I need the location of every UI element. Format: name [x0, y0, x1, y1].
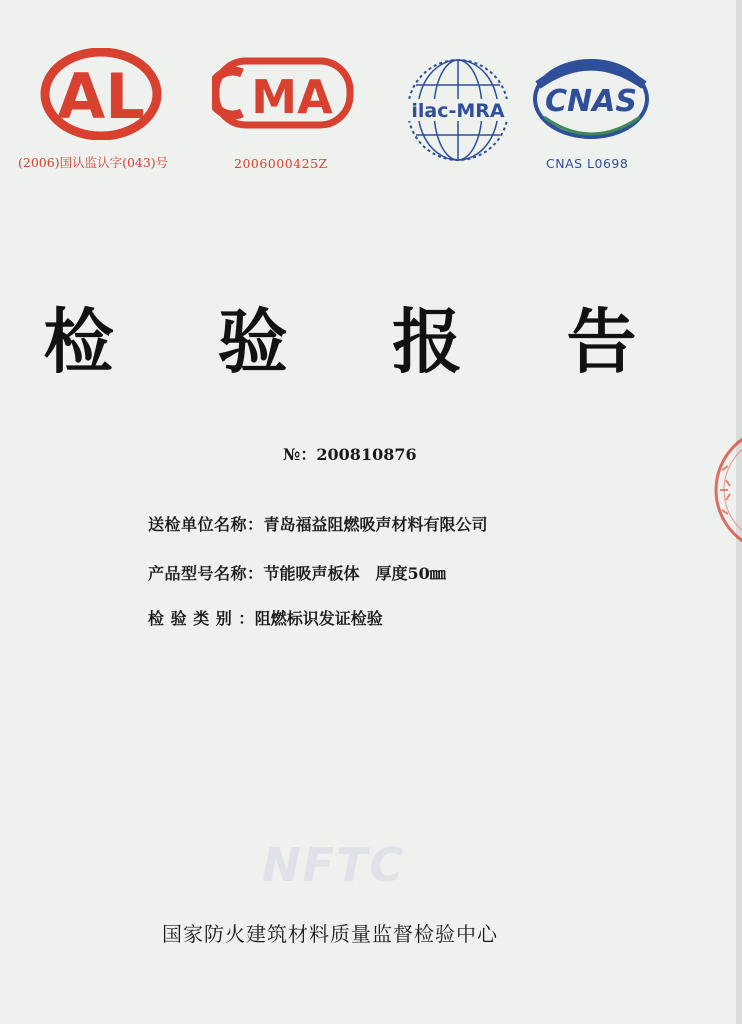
field-test-type-label: 检 验 类 别 ：: [148, 609, 255, 628]
cma-logo-text: MA: [251, 70, 333, 124]
field-applicant-value: 青岛福益阻燃吸声材料有限公司: [263, 515, 488, 534]
report-number-label: №：: [283, 445, 317, 464]
report-title: 检 验 报 告: [43, 301, 677, 383]
ilac-mra-logo: [402, 55, 514, 165]
field-test-type: [148, 606, 383, 629]
cma-logo: [212, 55, 354, 133]
issuing-authority: 国家防火建筑材料质量监督检验中心: [162, 922, 498, 946]
official-seal: [708, 420, 742, 564]
nftc-watermark: NFTC: [262, 838, 406, 892]
field-test-type-value: 阻燃标识发证检验: [254, 609, 383, 628]
cma-caption: 2006000425Z: [234, 156, 328, 171]
cnas-logo: [530, 55, 652, 145]
cal-caption: (2006)国认监认字(043)号: [18, 155, 169, 170]
report-number-value: 200810876: [316, 445, 417, 464]
cal-logo-text: AL: [57, 60, 145, 133]
field-product-value: 节能吸声板体 厚度50㎜: [263, 564, 446, 583]
cnas-caption: CNAS L0698: [546, 156, 629, 171]
report-number: [283, 442, 417, 465]
field-product-label: 产品型号名称：: [148, 564, 264, 583]
field-applicant-label: 送检单位名称：: [148, 515, 264, 534]
cal-logo: [40, 48, 162, 140]
field-product: [148, 561, 446, 584]
ilac-mra-text: ilac-MRA: [411, 100, 505, 122]
field-applicant: [148, 512, 488, 535]
cnas-logo-text: CNAS: [545, 84, 637, 119]
